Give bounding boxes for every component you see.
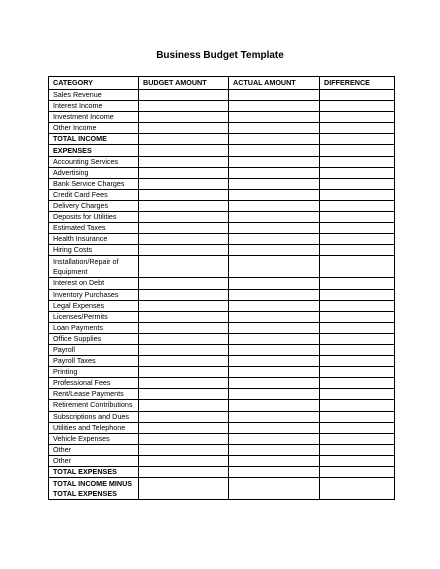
category-cell: Legal Expenses (49, 300, 139, 311)
header-row (49, 77, 395, 90)
difference-cell[interactable] (320, 289, 395, 300)
actual-amount-cell[interactable] (229, 300, 320, 311)
budget-amount-cell[interactable] (139, 278, 229, 289)
actual-amount-cell[interactable] (229, 90, 320, 101)
difference-cell[interactable] (320, 478, 395, 500)
actual-amount-cell[interactable] (229, 112, 320, 123)
budget-amount-cell[interactable] (139, 178, 229, 189)
difference-cell[interactable] (320, 223, 395, 234)
table-row (49, 156, 395, 167)
actual-amount-cell[interactable] (229, 378, 320, 389)
category-cell: Investment Income (49, 112, 139, 123)
category-cell: Hiring Costs (49, 245, 139, 256)
actual-amount-cell[interactable] (229, 411, 320, 422)
table-row (49, 145, 395, 156)
actual-amount-cell[interactable] (229, 212, 320, 223)
difference-cell[interactable] (320, 311, 395, 322)
difference-cell[interactable] (320, 112, 395, 123)
actual-amount-cell[interactable] (229, 123, 320, 134)
actual-amount-cell[interactable] (229, 101, 320, 112)
actual-amount-cell[interactable] (229, 156, 320, 167)
table-row (49, 344, 395, 355)
budget-amount-cell[interactable] (139, 322, 229, 333)
budget-amount-cell[interactable] (139, 389, 229, 400)
budget-amount-cell[interactable] (139, 433, 229, 444)
budget-table-body (49, 90, 395, 500)
difference-cell[interactable] (320, 411, 395, 422)
budget-amount-cell[interactable] (139, 300, 229, 311)
difference-cell[interactable] (320, 256, 395, 278)
difference-cell[interactable] (320, 367, 395, 378)
category-cell: Accounting Services (49, 156, 139, 167)
actual-amount-cell[interactable] (229, 356, 320, 367)
actual-amount-cell[interactable] (229, 389, 320, 400)
table-row (49, 134, 395, 145)
table-row (49, 234, 395, 245)
actual-amount-cell[interactable] (229, 134, 320, 145)
difference-cell[interactable] (320, 189, 395, 200)
table-row (49, 389, 395, 400)
difference-cell[interactable] (320, 378, 395, 389)
category-cell: Subscriptions and Dues (49, 411, 139, 422)
difference-cell[interactable] (320, 322, 395, 333)
actual-amount-cell[interactable] (229, 433, 320, 444)
difference-cell[interactable] (320, 234, 395, 245)
category-cell: Installation/Repair of Equipment (49, 256, 139, 278)
difference-cell[interactable] (320, 433, 395, 444)
column-header-category: CATEGORY (49, 77, 139, 90)
actual-amount-cell[interactable] (229, 234, 320, 245)
difference-cell[interactable] (320, 344, 395, 355)
difference-cell[interactable] (320, 134, 395, 145)
category-cell: Licenses/Permits (49, 311, 139, 322)
difference-cell[interactable] (320, 467, 395, 478)
budget-amount-cell[interactable] (139, 411, 229, 422)
category-cell: Loan Payments (49, 322, 139, 333)
table-row (49, 212, 395, 223)
column-header-actual-amount: ACTUAL AMOUNT (229, 77, 320, 90)
budget-amount-cell[interactable] (139, 101, 229, 112)
difference-cell[interactable] (320, 333, 395, 344)
table-row (49, 444, 395, 455)
difference-cell[interactable] (320, 389, 395, 400)
table-row (49, 400, 395, 411)
category-cell: Deposits for Utilities (49, 212, 139, 223)
table-row (49, 223, 395, 234)
category-cell: TOTAL INCOME (49, 134, 139, 145)
difference-cell[interactable] (320, 278, 395, 289)
table-row (49, 300, 395, 311)
category-cell: Other (49, 444, 139, 455)
table-row (49, 178, 395, 189)
category-cell: Retirement Contributions (49, 400, 139, 411)
difference-cell[interactable] (320, 200, 395, 211)
budget-table (48, 76, 395, 500)
difference-cell[interactable] (320, 400, 395, 411)
difference-cell[interactable] (320, 455, 395, 466)
table-row (49, 422, 395, 433)
difference-cell[interactable] (320, 145, 395, 156)
difference-cell[interactable] (320, 123, 395, 134)
category-cell: Interest Income (49, 101, 139, 112)
table-row (49, 378, 395, 389)
category-cell: Other (49, 455, 139, 466)
category-cell: Other Income (49, 123, 139, 134)
table-row (49, 289, 395, 300)
budget-amount-cell[interactable] (139, 223, 229, 234)
actual-amount-cell[interactable] (229, 367, 320, 378)
table-row (49, 311, 395, 322)
budget-amount-cell[interactable] (139, 123, 229, 134)
budget-amount-cell[interactable] (139, 422, 229, 433)
table-row (49, 433, 395, 444)
table-row (49, 245, 395, 256)
actual-amount-cell[interactable] (229, 145, 320, 156)
column-header-budget-amount: BUDGET AMOUNT (139, 77, 229, 90)
table-row (49, 90, 395, 101)
actual-amount-cell[interactable] (229, 311, 320, 322)
category-cell: Health Insurance (49, 234, 139, 245)
category-cell: TOTAL INCOME MINUS TOTAL EXPENSES (49, 478, 139, 500)
actual-amount-cell[interactable] (229, 245, 320, 256)
category-cell: Advertising (49, 167, 139, 178)
actual-amount-cell[interactable] (229, 444, 320, 455)
budget-amount-cell[interactable] (139, 90, 229, 101)
actual-amount-cell[interactable] (229, 200, 320, 211)
category-cell: Estimated Taxes (49, 223, 139, 234)
category-cell: Professional Fees (49, 378, 139, 389)
actual-amount-cell[interactable] (229, 422, 320, 433)
budget-amount-cell[interactable] (139, 378, 229, 389)
budget-amount-cell[interactable] (139, 256, 229, 278)
category-cell: EXPENSES (49, 145, 139, 156)
category-cell: Vehicle Expenses (49, 433, 139, 444)
column-header-difference: DIFFERENCE (320, 77, 395, 90)
category-cell: Rent/Lease Payments (49, 389, 139, 400)
table-row (49, 411, 395, 422)
category-cell: Office Supplies (49, 333, 139, 344)
difference-cell[interactable] (320, 212, 395, 223)
actual-amount-cell[interactable] (229, 400, 320, 411)
difference-cell[interactable] (320, 356, 395, 367)
budget-amount-cell[interactable] (139, 289, 229, 300)
category-cell: Interest on Debt (49, 278, 139, 289)
category-cell: Utilities and Telephone (49, 422, 139, 433)
budget-amount-cell[interactable] (139, 478, 229, 500)
difference-cell[interactable] (320, 90, 395, 101)
table-row (49, 278, 395, 289)
category-cell: Printing (49, 367, 139, 378)
budget-amount-cell[interactable] (139, 356, 229, 367)
budget-amount-cell[interactable] (139, 167, 229, 178)
table-row (49, 101, 395, 112)
document-title: Business Budget Template (156, 50, 284, 61)
category-cell: Credit Card Fees (49, 189, 139, 200)
actual-amount-cell[interactable] (229, 467, 320, 478)
budget-amount-cell[interactable] (139, 400, 229, 411)
budget-amount-cell[interactable] (139, 156, 229, 167)
actual-amount-cell[interactable] (229, 178, 320, 189)
actual-amount-cell[interactable] (229, 322, 320, 333)
budget-amount-cell[interactable] (139, 112, 229, 123)
category-cell: Inventory Purchases (49, 289, 139, 300)
table-row (49, 256, 395, 278)
category-cell: Payroll Taxes (49, 356, 139, 367)
table-row (49, 478, 395, 500)
table-row (49, 455, 395, 466)
budget-amount-cell[interactable] (139, 189, 229, 200)
actual-amount-cell[interactable] (229, 289, 320, 300)
category-cell: Payroll (49, 344, 139, 355)
difference-cell[interactable] (320, 444, 395, 455)
actual-amount-cell[interactable] (229, 223, 320, 234)
actual-amount-cell[interactable] (229, 455, 320, 466)
budget-amount-cell[interactable] (139, 234, 229, 245)
budget-amount-cell[interactable] (139, 311, 229, 322)
difference-cell[interactable] (320, 245, 395, 256)
table-row (49, 112, 395, 123)
budget-amount-cell[interactable] (139, 200, 229, 211)
difference-cell[interactable] (320, 167, 395, 178)
budget-amount-cell[interactable] (139, 333, 229, 344)
difference-cell[interactable] (320, 300, 395, 311)
difference-cell[interactable] (320, 422, 395, 433)
actual-amount-cell[interactable] (229, 344, 320, 355)
actual-amount-cell[interactable] (229, 167, 320, 178)
category-cell: Sales Revenue (49, 90, 139, 101)
difference-cell[interactable] (320, 101, 395, 112)
table-row (49, 322, 395, 333)
actual-amount-cell[interactable] (229, 278, 320, 289)
category-cell: Delivery Charges (49, 200, 139, 211)
actual-amount-cell[interactable] (229, 256, 320, 278)
budget-amount-cell[interactable] (139, 344, 229, 355)
table-row (49, 356, 395, 367)
table-row (49, 467, 395, 478)
table-row (49, 333, 395, 344)
actual-amount-cell[interactable] (229, 478, 320, 500)
budget-amount-cell[interactable] (139, 145, 229, 156)
actual-amount-cell[interactable] (229, 333, 320, 344)
budget-amount-cell[interactable] (139, 455, 229, 466)
table-row (49, 167, 395, 178)
budget-amount-cell[interactable] (139, 245, 229, 256)
category-cell: TOTAL EXPENSES (49, 467, 139, 478)
table-row (49, 189, 395, 200)
budget-amount-cell[interactable] (139, 212, 229, 223)
table-row (49, 123, 395, 134)
difference-cell[interactable] (320, 156, 395, 167)
category-cell: Bank Service Charges (49, 178, 139, 189)
difference-cell[interactable] (320, 178, 395, 189)
table-row (49, 367, 395, 378)
table-row (49, 200, 395, 211)
budget-amount-cell[interactable] (139, 467, 229, 478)
budget-amount-cell[interactable] (139, 367, 229, 378)
budget-amount-cell[interactable] (139, 444, 229, 455)
budget-amount-cell[interactable] (139, 134, 229, 145)
actual-amount-cell[interactable] (229, 189, 320, 200)
